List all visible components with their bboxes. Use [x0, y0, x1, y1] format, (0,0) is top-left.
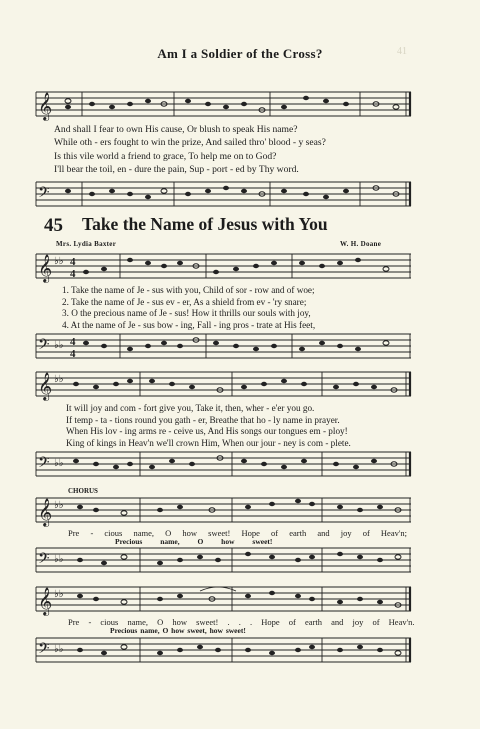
chorus-line-1: Pre - cious name, O how sweet! Hope of earth and joy of Heav'n; [68, 528, 407, 538]
svg-text:4: 4 [70, 268, 76, 280]
verses-part-1 [62, 285, 412, 331]
verses-part-2 [66, 403, 416, 449]
hymn-44-bass-staff [0, 178, 480, 212]
chorus-line-2-bass: Precious name, O how sweet, how sweet! [110, 626, 246, 635]
svg-text:♭♭: ♭♭ [54, 500, 64, 511]
system-1-bass-staff [0, 330, 480, 364]
hymn-44-treble-staff [0, 88, 480, 122]
system-4-treble-staff [0, 583, 480, 617]
svg-text:𝄞: 𝄞 [38, 587, 53, 615]
chorus-line-1-bass: Precious name, O how sweet! [115, 537, 273, 546]
verse-3-line-2: When His lov - ing arms re - ceive us, And His songs our tongues em - ploy! [66, 426, 348, 437]
hymn-44-verse-1: And shall I fear to own His cause, Or blush to speak His name? [54, 124, 298, 135]
composer-credit: W. H. Doane [340, 240, 382, 248]
page-number: 41 [397, 46, 407, 57]
svg-text:♭♭: ♭♭ [54, 589, 64, 600]
verse-4-line-1: 4. At the name of Je - sus bow - ing, Fall - ing pros - trate at His feet, [62, 319, 316, 330]
svg-text:𝄞: 𝄞 [38, 498, 53, 526]
svg-text:𝄢: 𝄢 [38, 184, 50, 205]
svg-text:4: 4 [70, 348, 76, 360]
hymn-45-number: 45 [44, 215, 63, 236]
chorus-line-2: Pre - cious name, O how sweet! . . . Hope of earth and joy of Heav'n. [68, 617, 415, 627]
verse-4-line-2: King of kings in Heav'n we'll crown Him, When our jour - ney is com - plete. [66, 437, 351, 448]
system-3-bass-staff [0, 544, 480, 578]
svg-text:𝄞: 𝄞 [38, 372, 53, 400]
system-3-treble-staff [0, 494, 480, 528]
svg-text:♭♭: ♭♭ [54, 340, 64, 351]
verse-2-line-1: 2. Take the name of Je - sus ev - er, As a shield from ev - 'ry snare; [62, 296, 307, 307]
svg-text:𝄢: 𝄢 [38, 640, 50, 661]
hymn-44-verse-2: While oth - ers fought to win the prize, And sailed thro' blood - y seas? [54, 137, 326, 149]
verse-3-line-1: 3. O the precious name of Je - sus! How it thrills our souls with joy, [62, 308, 311, 319]
system-2-bass-staff [0, 448, 480, 482]
system-1-treble-staff [0, 250, 480, 284]
svg-text:4: 4 [70, 336, 76, 348]
lyricist-credit: Mrs. Lydia Baxter [56, 240, 117, 248]
svg-text:♭♭: ♭♭ [54, 374, 64, 385]
system-2-treble-staff [0, 368, 480, 402]
svg-text:𝄞: 𝄞 [38, 92, 53, 120]
hymn-44-lyrics [54, 123, 404, 177]
verse-1-line-1: 1. Take the name of Je - sus with you, Child of sor - row and of woe; [62, 285, 315, 295]
svg-text:𝄢: 𝄢 [38, 454, 50, 475]
svg-text:♭♭: ♭♭ [54, 256, 64, 267]
svg-text:♭♭: ♭♭ [54, 644, 64, 655]
svg-text:♭♭: ♭♭ [54, 554, 64, 565]
svg-text:𝄢: 𝄢 [38, 336, 50, 357]
svg-text:𝄢: 𝄢 [38, 550, 50, 571]
verse-1-line-2: It will joy and com - fort give you, Take it, then, wher - e'er you go. [66, 403, 315, 413]
hymn-45-title: Take the Name of Jesus with You [82, 214, 328, 234]
svg-text:4: 4 [70, 256, 76, 268]
svg-text:♭♭: ♭♭ [54, 458, 64, 469]
chorus-label: CHORUS [68, 487, 98, 495]
system-4-bass-staff [0, 634, 480, 668]
hymn-44-verse-4: I'll bear the toil, en - dure the pain, Sup - port - ed by Thy word. [54, 164, 299, 176]
hymn-44-title: Am I a Soldier of the Cross? [157, 46, 323, 61]
verse-2-line-2: If temp - ta - tions round you gath - er, Breathe that ho - ly name in prayer. [66, 414, 340, 425]
svg-text:𝄞: 𝄞 [38, 254, 53, 282]
hymn-44-verse-3: Is this vile world a friend to grace, To help me on to God? [54, 150, 277, 162]
